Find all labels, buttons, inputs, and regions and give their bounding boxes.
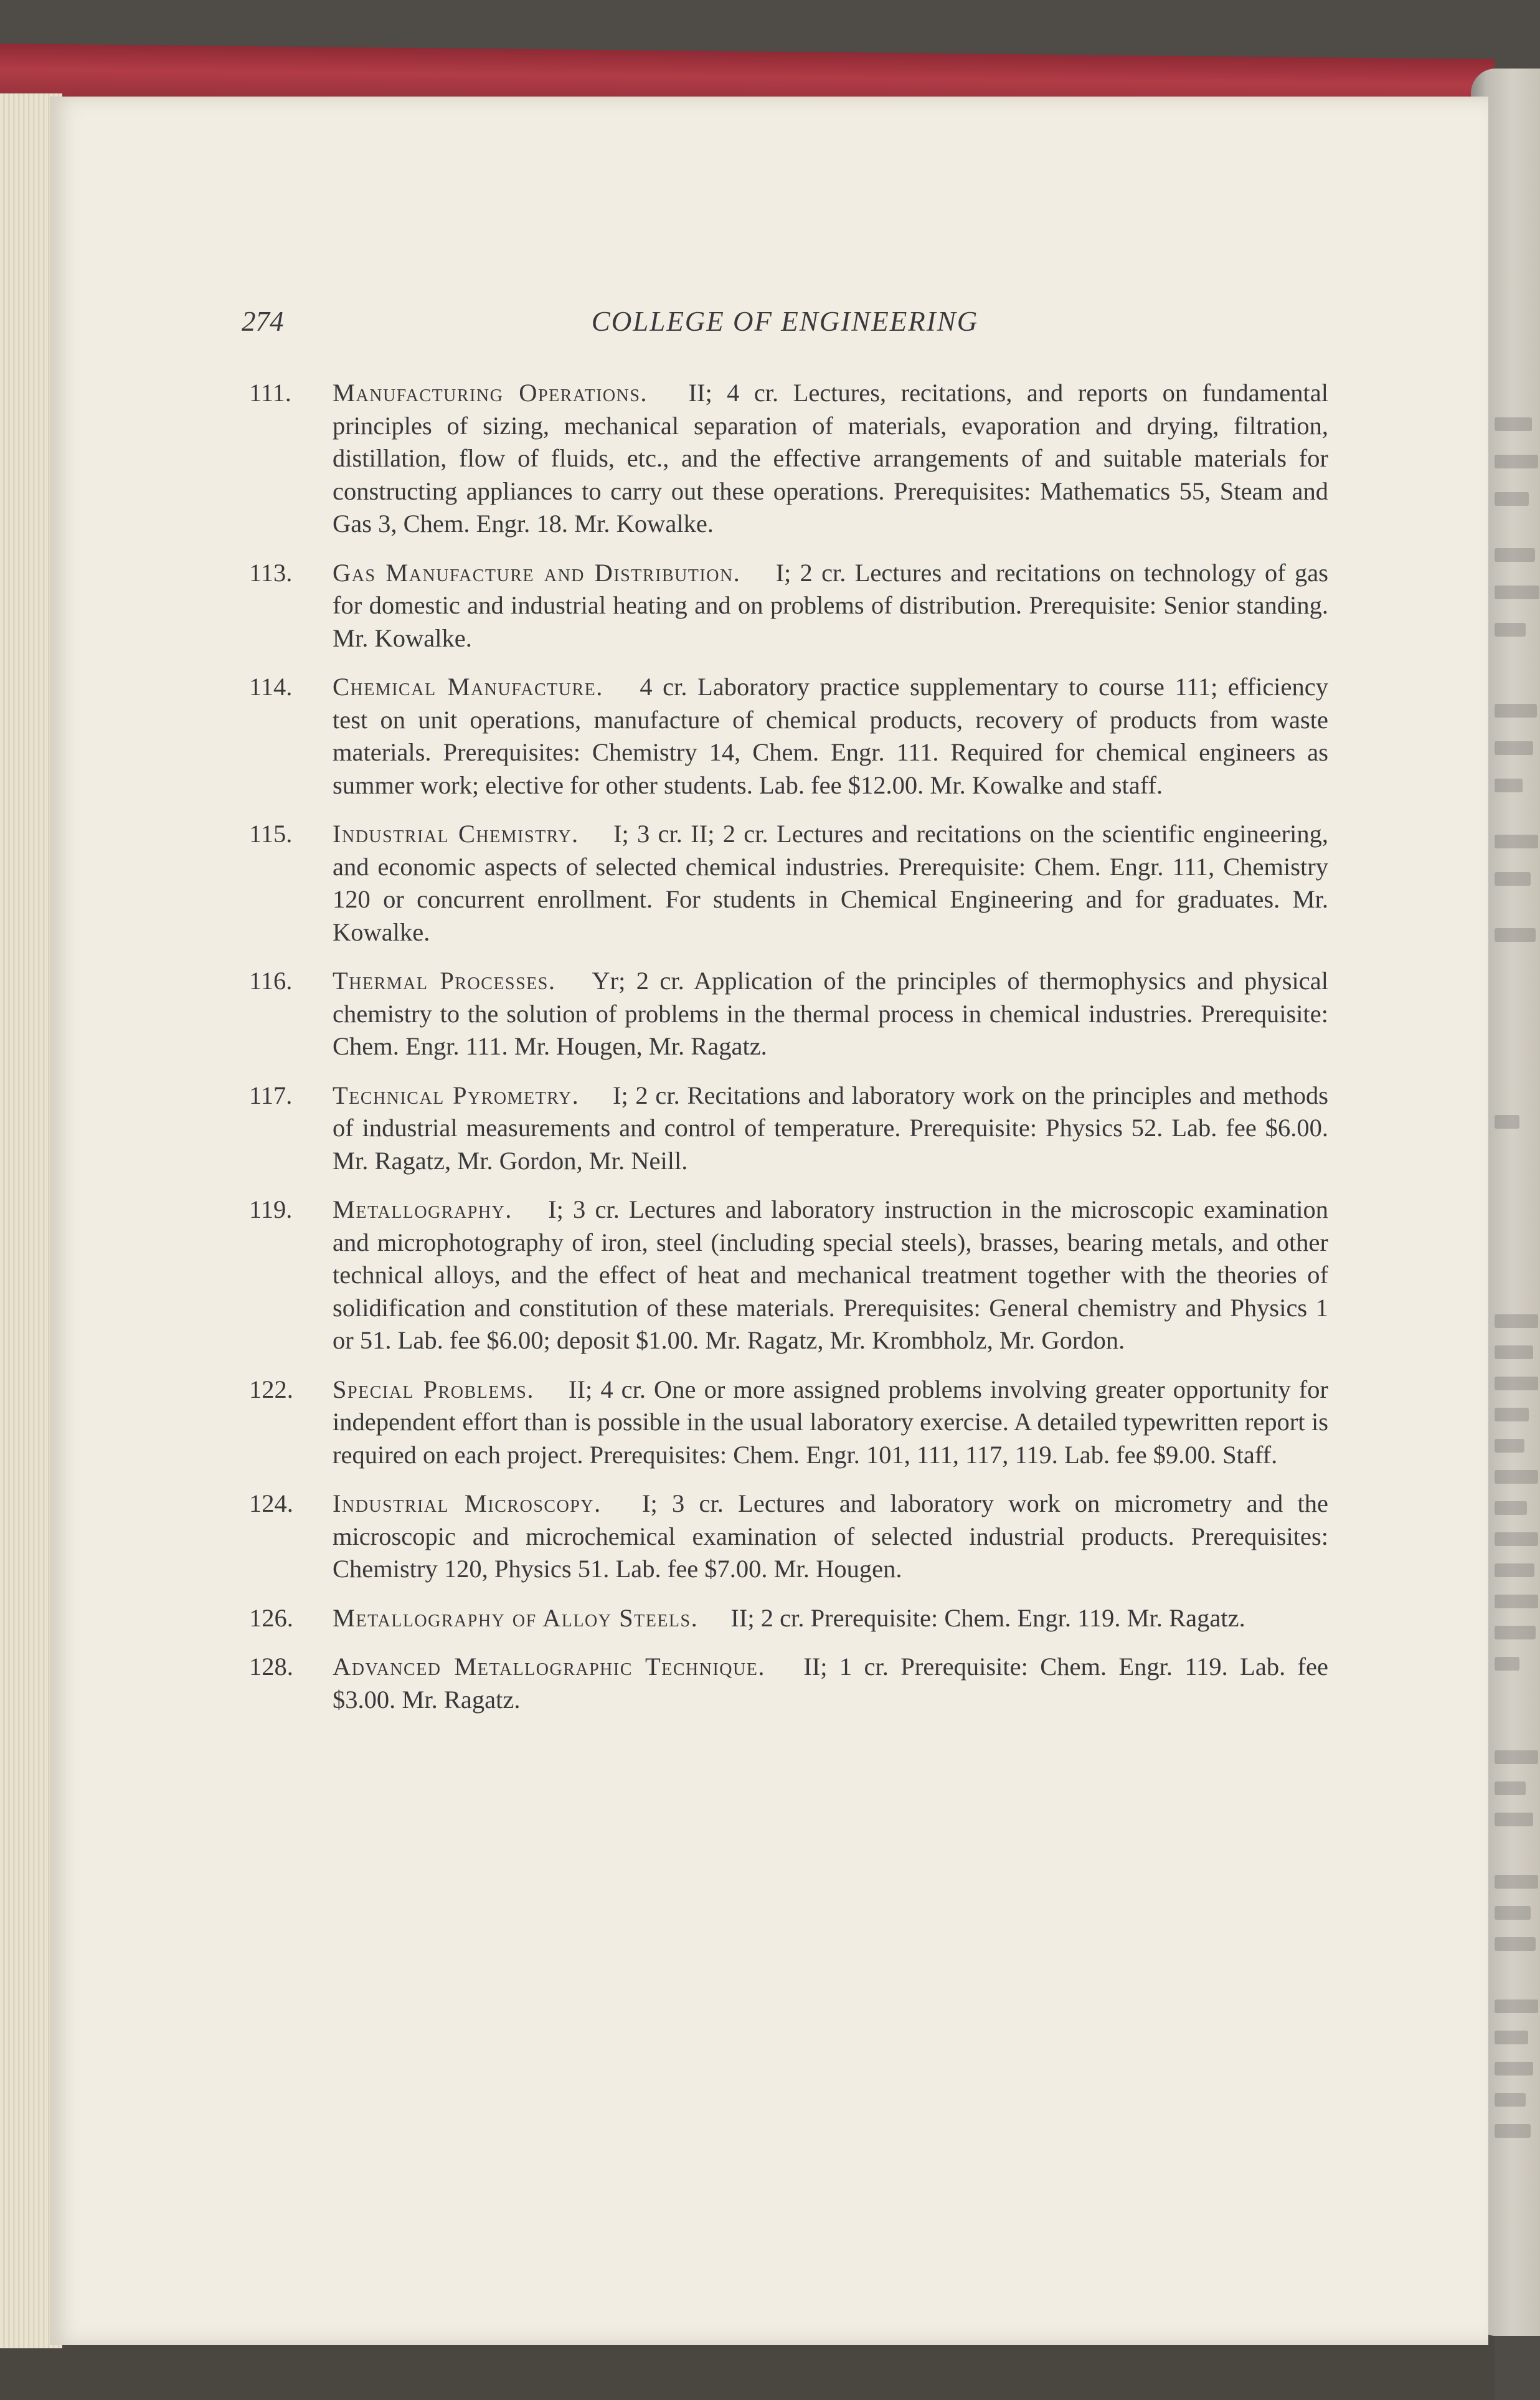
course-description: I; 3 cr. Lectures and laboratory work on micrometry and the microscopic and microchemical examination of selected industrial products. Prerequisites: Chemistry 120, Physics 51. Lab. fee $7.00. Mr. Hougen. [333,1489,1328,1583]
course-name: Technical Pyrometry. [333,1081,606,1109]
course-number: 114. [249,673,293,701]
course-entry [242,671,1328,802]
course-name: Gas Manufacture and Distribution. [333,558,767,587]
course-entry [242,1079,1328,1178]
course-description: II; 2 cr. Prerequisite: Chem. Engr. 119. Mr. Ragatz. [730,1603,1245,1632]
course-number: 124. [249,1489,293,1517]
course-description: II; 4 cr. One or more assigned problems involving greater opportunity for independent effort than is possible in the usual laboratory exercise. A detailed typewritten report is required on each project. Prerequisites: Chem. Engr. 101, 111, 117, 119. Lab. fee $9.00. Staff. [333,1375,1329,1469]
course-list [242,377,1328,1732]
course-description: II; 1 cr. Prerequisite: Chem. Engr. 119. Lab. fee $3.00. Mr. Ragatz. [333,1653,1328,1714]
course-name: Industrial Chemistry. [333,820,605,848]
course-description: 4 cr. Laboratory practice supplementary to course 111; efficiency test on unit operations, manufacture of chemical products, recovery of products from waste materials. Prerequisites: Chemistry 14, Chem. Engr. 111. Required for chemical engineers as summer work; elective for other students. Lab. fee $12.00. Mr. Kowalke and staff. [333,673,1328,799]
running-title: COLLEGE OF ENGINEERING [591,306,979,337]
course-entry [242,818,1328,949]
course-description: I; 3 cr. II; 2 cr. Lectures and recitations on the scientific engineering, and economic aspects of selected chemical industries. Prerequisite: Chem. Engr. 111, Chemistry 120 or concurrent enrollment. For students in Chemical Engineering and for graduates. Mr. Kowalke. [333,820,1329,946]
course-description: I; 3 cr. Lectures and laboratory instruction in the microscopic examination and microphotography of iron, steel (including special steels), brasses, bearing metals, and other technical alloys, and the effect of heat and mechanical treatment together with the theories of solidification and constitution of these materials. Prerequisites: General chemistry and Physics 1 or 51. Lab. fee $6.00; deposit $1.00. Mr. Ragatz, Mr. Krombholz, Mr. Gordon. [333,1195,1329,1354]
course-name: Advanced Metallographic Technique. [333,1653,791,1681]
course-number: 115. [249,820,293,848]
course-description: I; 2 cr. Lectures and recitations on technology of gas for domestic and industrial heating and on problems of distribution. Prerequisite: Senior standing. Mr. Kowalke. [333,558,1328,652]
course-entry [242,1487,1328,1586]
course-entry [242,965,1328,1063]
course-number: 117. [249,1081,293,1109]
course-name: Special Problems. [333,1375,560,1403]
course-number: 128. [249,1653,293,1681]
page-header [242,305,1328,343]
course-entry [242,1602,1328,1635]
course-entry [242,1373,1328,1472]
course-name: Metallography of Alloy Steels. [333,1603,725,1632]
course-name: Thermal Processes. [333,967,582,995]
course-description: I; 2 cr. Recitations and laboratory work on the principles and methods of industrial measurements and control of temperature. Prerequisite: Physics 52. Lab. fee $6.00. Mr. Ragatz, Mr. Gordon, Mr. Neill. [333,1081,1329,1175]
course-number: 126. [249,1603,293,1632]
course-number: 119. [249,1195,293,1223]
course-number: 113. [249,558,293,587]
course-entry [242,1193,1328,1357]
course-name: Manufacturing Operations. [333,379,674,407]
course-name: Industrial Microscopy. [333,1489,628,1517]
course-name: Metallography. [333,1195,539,1223]
course-entry [242,377,1328,541]
course-description: II; 4 cr. Lectures, recitations, and reports on fundamental principles of sizing, mechanical separation of materials, evaporation and drying, filtration, distillation, flow of fluids, etc., and the effective arrangements of and suitable materials for constructing appliances to carry out these operations. Prerequisites: Mathematics 55, Steam and Gas 3, Chem. Engr. 18. Mr. Kowalke. [333,379,1328,538]
course-number: 111. [249,379,291,407]
course-number: 122. [249,1375,293,1403]
course-description: Yr; 2 cr. Application of the principles of thermophysics and physical chemistry to the solution of problems in the thermal process in chemical industries. Prerequisite: Chem. Engr. 111. Mr. Hougen, Mr. Ragatz. [333,967,1328,1060]
course-entry [242,557,1328,655]
page-number: 274 [242,306,284,337]
course-name: Chemical Manufacture. [333,673,630,701]
course-number: 116. [249,967,293,995]
course-entry [242,1651,1328,1716]
